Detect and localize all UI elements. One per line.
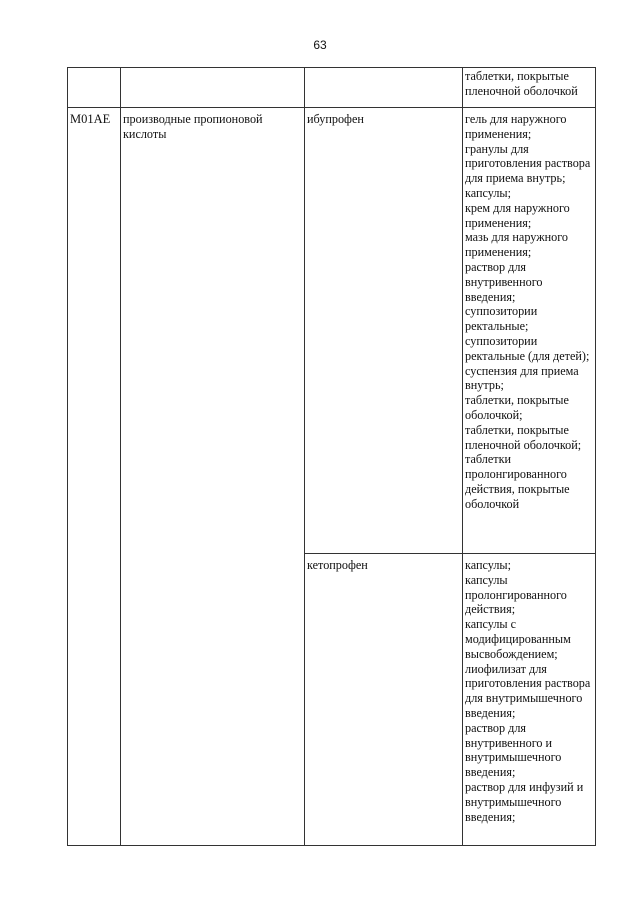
dosage-form: мазь для наружного применения; (465, 230, 569, 260)
atc-code-cell (68, 68, 121, 108)
dosage-form: капсулы; (465, 558, 511, 572)
dosage-form: крем для наружного применения; (465, 200, 570, 230)
dosage-form: раствор для внутривенного и внутримышечного введения; (465, 720, 562, 780)
dosage-forms-cell (463, 554, 596, 846)
group-cell: производные пропионовой кислоты (121, 108, 305, 846)
dosage-form: таблетки, покрытые пленочной оболочкой; (465, 422, 582, 452)
substance-cell (305, 68, 463, 108)
table-row-continued (68, 68, 596, 108)
dosage-form: раствор для внутривенного введения; (465, 259, 543, 304)
dosage-form: лиофилизат для приготовления раствора для внутримышечного введения; (465, 661, 591, 720)
substance-cell: кетопрофен (305, 554, 463, 846)
dosage-form: таблетки, покрытые пленочной оболочкой (465, 69, 578, 98)
dosage-form: капсулы; (465, 185, 511, 200)
dosage-form: раствор для инфузий и внутримышечного введения; (465, 779, 584, 824)
group-cell (121, 68, 305, 108)
dosage-form: суппозитории ректальные (для детей); (465, 333, 590, 363)
substance-cell: ибупрофен (305, 108, 463, 554)
dosage-form: таблетки пролонгированного действия, покрытые оболочкой (465, 452, 570, 511)
page-number: 63 (313, 38, 327, 52)
dosage-forms-cell (463, 108, 596, 554)
dosage-form: капсулы пролонгированного действия; (465, 572, 567, 617)
dosage-form: таблетки, покрытые оболочкой; (465, 393, 569, 422)
dosage-form: гель для наружного применения; (465, 112, 567, 141)
dosage-form: капсулы с модифицированным высвобождением; (465, 617, 571, 661)
drug-table (67, 67, 596, 846)
dosage-form: суппозитории ректальные; (465, 304, 538, 334)
atc-code-cell: М01АЕ (68, 108, 121, 846)
dosage-form: суспензия для приема внутрь; (465, 363, 579, 393)
dosage-forms-cell (463, 68, 596, 108)
table-row-ibuprofen (68, 108, 596, 554)
dosage-form: гранулы для приготовления раствора для приема внутрь; (465, 141, 591, 186)
